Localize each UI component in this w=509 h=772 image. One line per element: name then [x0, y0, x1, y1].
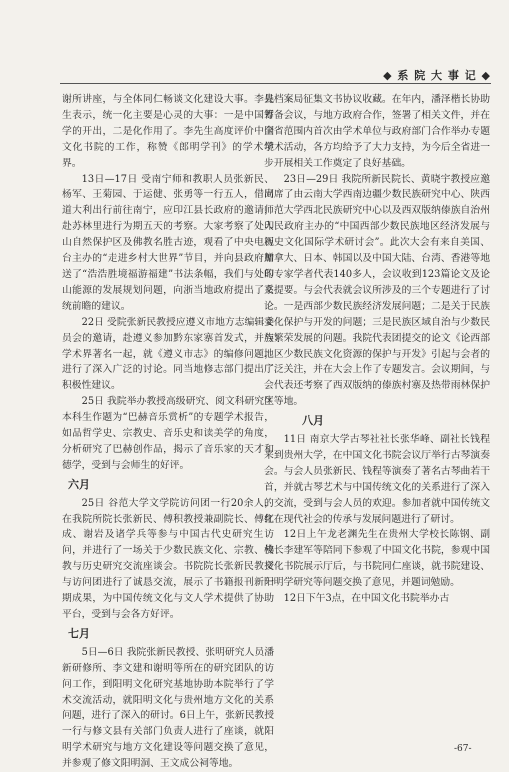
header-rule — [60, 83, 491, 84]
month-heading: 七月 — [68, 626, 90, 640]
entry-paragraph: 23日—29日 我院所新民院长、黄晓宇教授应邀出席了由云南大学西南边疆少数民族研究中心、陕西师范大学西北民族研究中心以及西双版纳傣族自治州人民政府主办的“中国西部少数民族地区经济发展与历史文化国际学术研讨会”。此次大会有来自美国、加拿大、日本、韩国以及中国大陆、台湾、香港等地的专家学者代表140多人，会议收到123篇论文及论文提要。与会代表就会议所涉及的三个专题进行了讨论。一是西部少数民族经济发展问题；二是关于民族文化保护与开发的问题；三是民族区域自治与少数民族繁荣发展的问题。我院代表团提交的论文《论西部地区少数民族文化资源的保护与开发》引起与会者的广泛关注，并在大会上作了专题发言。会议期间，与会代表还考察了西双版纳的傣族村寨及热带雨林保护区等地。 — [264, 173, 490, 408]
entry-paragraph: 县档案局征集文书协议收藏。在年内，潘泽楷长协助筹备会议，与地方政府合作，签署了相关文件，并在全省范围内首次由学术单位与政府部门合作举办专题学术活动，各方均给予了大力支持，为今后全省进一步开展相关工作奠定了良好基础。 — [264, 94, 490, 169]
entry-paragraph: 22日 受院张新民教授应遵义市地方志编辑委员会的邀请，赴遵义参加黔东家寨首发式，并与学术界著名一起，就《遵义市志》的编修问题，进行了深入广泛的讨论。同当地修志部门提出了积极性建议。 — [62, 316, 274, 392]
entry-paragraph: 13日—17日 受南宁师和教职人员张新民、杨军、王菊园、于运健、张勇等一行五人，借同道大利出行前往南宁，应印江县长政府的邀请，赴苏林里进行为期五天的考察。大家考察了处印山自然保护区及佛教名胜古迹，观看了中央电视台主办的“走进乡村大世界”节目，并向县政府赠送了“浩浩胜境福游福建”书法条幅，我们与处印山能源的发展规划问题，向浙当地政府提出了系统前瞻的建议。 — [62, 173, 274, 312]
entry-paragraph: 25日 谷范大学文学院访问团一行20余人，在我院所院长张新民、傅积教授兼副院长、傅红成、谢岩及诸学兵等参与中国古代史研究生访问，并进行了一场关于少数民族文化、宗教、佛教与历史研究交流座谈会。书院院长张新民教授与访问团进行了诚恳交流，展示了书籍报刊新一期成果，为中国传统文化与文人学术提供了协助平台，受到与会各方好评。 — [62, 497, 274, 620]
entry-paragraph: 12日上午龙老渊先生在贵州大学校长陈钢、副校长李建军等陪同下参观了中国文化书院，参观中国文化书院展示厅后，与书院同仁座谈，就书院建设、阳明学研究等问题交换了意见，并题词勉励。 — [264, 529, 490, 589]
running-header: ◆ 系 院 大 事 记 ◆ — [383, 69, 491, 82]
entry-paragraph: 12日下午3点，在中国文化书院举办古 — [283, 593, 450, 605]
month-heading: 八月 — [302, 414, 324, 428]
entry-paragraph: 5日—6日 我院张新民教授、张明研究人员潘新研修所、李文建和谢明等所在的研究团队的访问工作，到阳明文化研究基地协助本院举行了学术交流活动，就阳明文化与贵州地方文化的关系问题，进行了深入的研讨。6日上午，张新民教授一行与修文县有关部门负责人进行了座谈，就阳明学术研究与地方文化建设等问题交换了意见，并参观了修文阳明洞、王文成公祠等地。 — [62, 646, 274, 770]
entry-paragraph: 谢所讲座，与全体同仁畅谈文化建设大事。李先生表示，统一化主要是心灵的大事：一是中国哲学的开出，二是化作用了。李先生高度评价中国文化书院的工作，称赞《郎明学刊》的学术境界。 — [62, 94, 274, 169]
month-heading: 六月 — [68, 477, 90, 491]
entry-paragraph: 25日 我院举办教授高级研究、阅文科研究生本科生作题为“巴赫音乐赏析”的专题学术报告，如品哲学史、宗教史、音乐史和读美学的角度，分析研究了巴赫创作品，揭示了音乐家的天才和德学，受到与会师生的好评。 — [62, 396, 274, 471]
entry-paragraph: 11日 南京大学古琴社社长张华峰、副社长钱程来到贵州大学，在中国文化书院会议厅举行古琴演奏会。与会人员张新民、钱程等演奏了著名古琴曲若干首，并就古琴艺术与中国传统文化的关系进行了深入的交流，受到与会人员的欢迎。参加者就中国传统文化在现代社会的传承与发展问题进行了研讨。 — [264, 434, 490, 525]
right-column — [264, 92, 490, 607]
page-number: -67- — [454, 744, 472, 754]
left-column — [62, 92, 274, 772]
